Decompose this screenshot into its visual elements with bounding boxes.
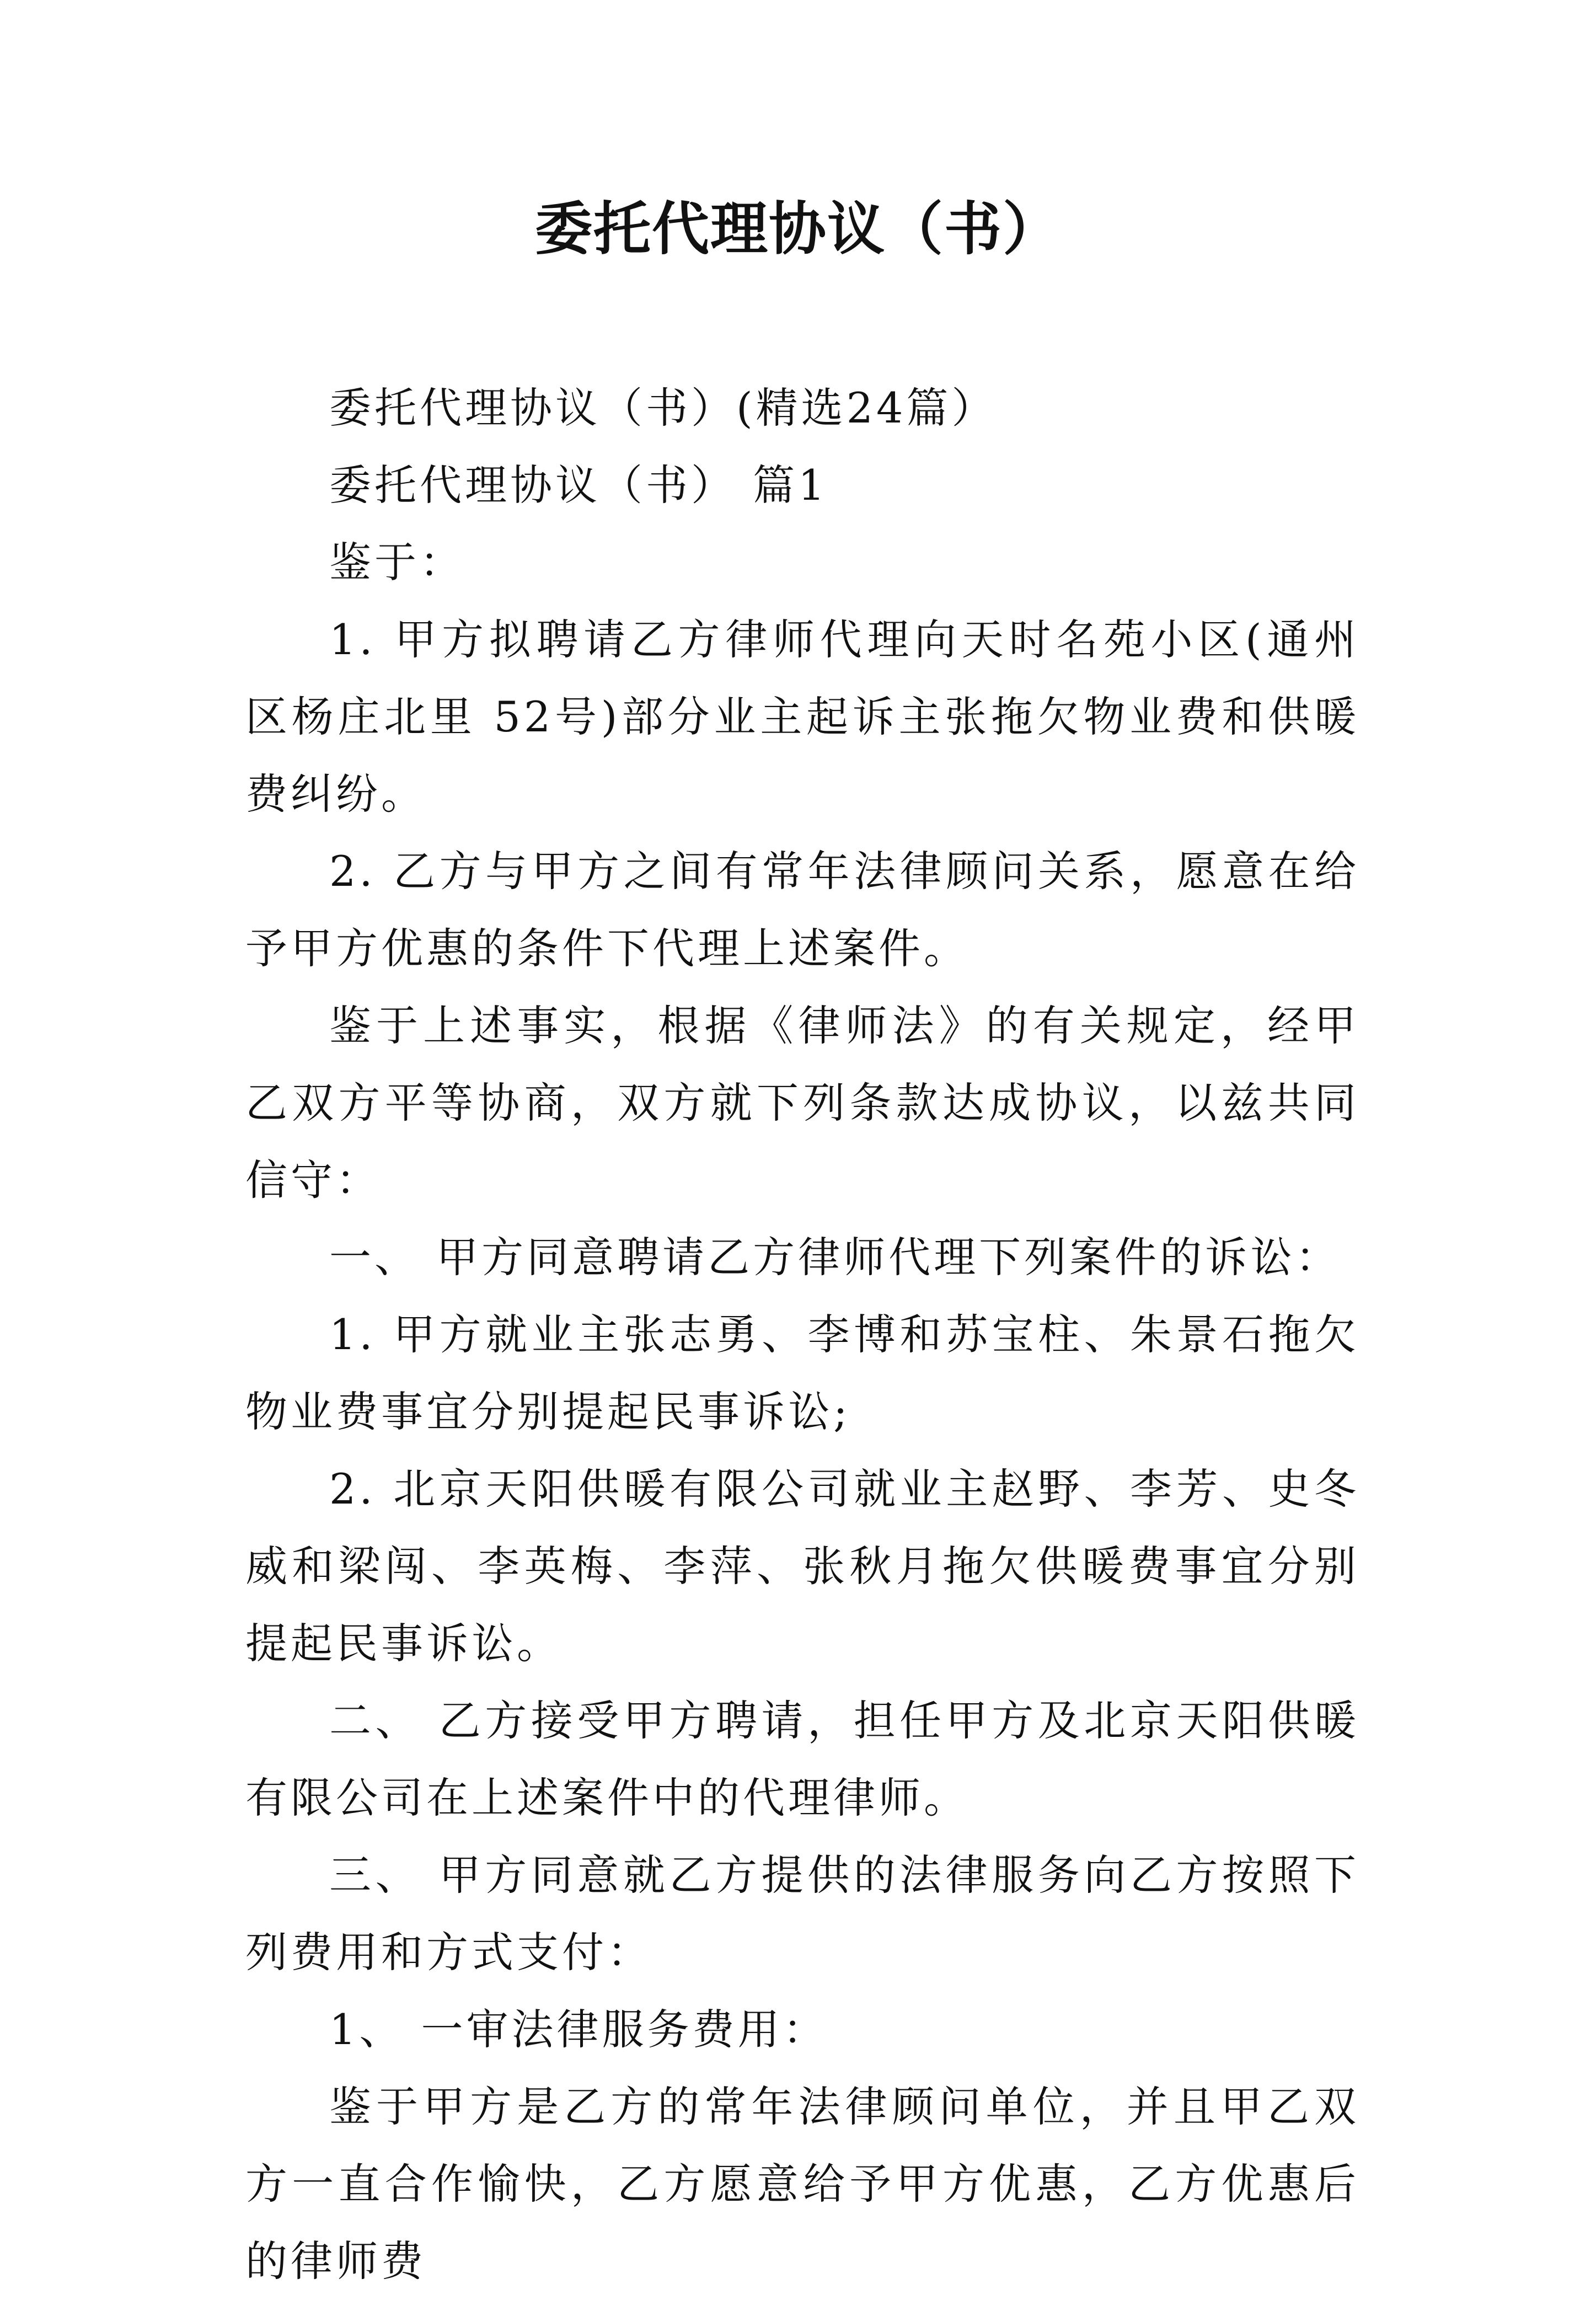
paragraph: 2. 北京天阳供暖有限公司就业主赵野、李芳、史冬威和梁闯、李英梅、李萍、张秋月拖欠供暖费事宜分别提起民事诉讼。	[245, 1464, 1359, 1668]
paragraph: 鉴于甲方是乙方的常年法律顾问单位，并且甲乙双方一直合作愉快，乙方愿意给予甲方优惠，乙方优惠后的律师费	[245, 2082, 1359, 2286]
document-body	[245, 370, 1359, 2300]
paragraph: 三、 甲方同意就乙方提供的法律服务向乙方按照下列费用和方式支付：	[245, 1850, 1359, 1977]
paragraph: 2. 乙方与甲方之间有常年法律顾问关系，愿意在给予甲方优惠的条件下代理上述案件。	[245, 847, 1359, 973]
paragraph-section-label: 委托代理协议（书） 篇1	[329, 461, 828, 510]
paragraph: 1. 甲方就业主张志勇、李博和苏宝柱、朱景石拖欠物业费事宜分别提起民事诉讼;	[245, 1310, 1359, 1436]
paragraph-whereas: 鉴于：	[329, 538, 465, 587]
paragraph: 二、 乙方接受甲方聘请，担任甲方及北京天阳供暖有限公司在上述案件中的代理律师。	[245, 1696, 1359, 1822]
paragraph: 1. 甲方拟聘请乙方律师代理向天时名苑小区(通州区杨庄北里 52号)部分业主起诉主张拖欠物业费和供暖费纠纷。	[245, 615, 1359, 819]
paragraph: 一、 甲方同意聘请乙方律师代理下列案件的诉讼：	[329, 1233, 1341, 1282]
document-title: 委托代理协议（书）	[534, 195, 1061, 263]
paragraph: 鉴于上述事实，根据《律师法》的有关规定，经甲乙双方平等协商，双方就下列条款达成协议，以兹共同信守：	[245, 1001, 1359, 1205]
paragraph: 1、 一审法律服务费用：	[329, 2005, 828, 2054]
paragraph-heading: 委托代理协议（书）(精选24篇）	[329, 383, 997, 432]
